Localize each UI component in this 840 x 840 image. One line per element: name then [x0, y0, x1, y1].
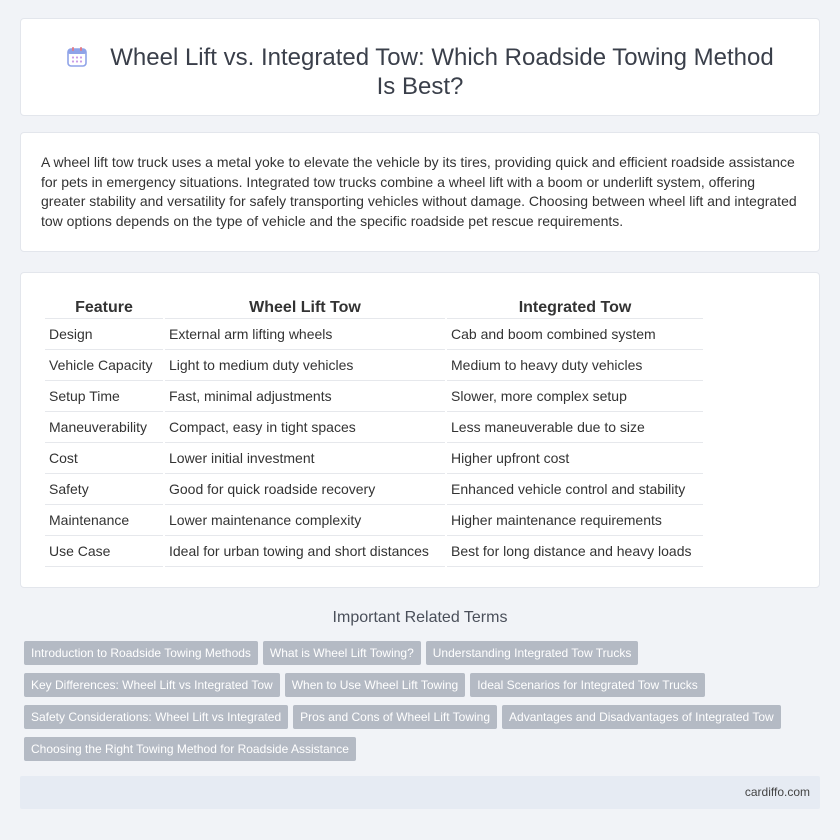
- related-term-tag[interactable]: Choosing the Right Towing Method for Roadside Assistance: [24, 737, 356, 761]
- wheel-lift-cell: Ideal for urban towing and short distances: [165, 536, 445, 567]
- table-row: [45, 536, 703, 567]
- header-integrated: Integrated Tow: [447, 295, 703, 319]
- related-term-tag[interactable]: Ideal Scenarios for Integrated Tow Trucks: [470, 673, 705, 697]
- table-row: [45, 319, 703, 350]
- integrated-cell: Less maneuverable due to size: [447, 412, 703, 443]
- feature-cell: Use Case: [45, 536, 163, 567]
- table-row: [45, 350, 703, 381]
- comparison-card: [20, 272, 820, 588]
- header-feature: Feature: [45, 295, 163, 319]
- related-term-tag[interactable]: Pros and Cons of Wheel Lift Towing: [293, 705, 497, 729]
- intro-card: [20, 132, 820, 252]
- table-row: [45, 381, 703, 412]
- feature-cell: Vehicle Capacity: [45, 350, 163, 381]
- wheel-lift-cell: Lower initial investment: [165, 443, 445, 474]
- table-row: [45, 443, 703, 474]
- table-row: [45, 412, 703, 443]
- wheel-lift-cell: Good for quick roadside recovery: [165, 474, 445, 505]
- table-row: [45, 505, 703, 536]
- related-term-tag[interactable]: Introduction to Roadside Towing Methods: [24, 641, 258, 665]
- integrated-cell: Slower, more complex setup: [447, 381, 703, 412]
- related-terms-title: Important Related Terms: [332, 609, 508, 626]
- table-row: [45, 474, 703, 505]
- intro-paragraph: A wheel lift tow truck uses a metal yoke to elevate the vehicle by its tires, providing quick and efficient roadside assistance for pets in emergency situations. Integrated tow trucks combine a wheel lift with a boom or underlift system, offering greater stability and versatility for safely transporting vehicles without damage. Choosing between wheel lift and integrated tow options depends on the type of vehicle and the specific roadside pet rescue requirements.: [41, 154, 797, 229]
- feature-cell: Maintenance: [45, 505, 163, 536]
- feature-cell: Setup Time: [45, 381, 163, 412]
- related-term-tag[interactable]: When to Use Wheel Lift Towing: [285, 673, 466, 697]
- related-term-tag[interactable]: Safety Considerations: Wheel Lift vs Integrated: [24, 705, 288, 729]
- wheel-lift-cell: Compact, easy in tight spaces: [165, 412, 445, 443]
- calendar-icon: [66, 46, 88, 68]
- integrated-cell: Medium to heavy duty vehicles: [447, 350, 703, 381]
- integrated-cell: Cab and boom combined system: [447, 319, 703, 350]
- comparison-table: [43, 295, 705, 567]
- integrated-cell: Higher maintenance requirements: [447, 505, 703, 536]
- related-term-tag[interactable]: Advantages and Disadvantages of Integrated Tow: [502, 705, 781, 729]
- integrated-cell: Higher upfront cost: [447, 443, 703, 474]
- wheel-lift-cell: External arm lifting wheels: [165, 319, 445, 350]
- page-title-text: Wheel Lift vs. Integrated Tow: Which Roadside Towing Method Is Best?: [110, 44, 774, 100]
- feature-cell: Cost: [45, 443, 163, 474]
- related-term-tag[interactable]: What is Wheel Lift Towing?: [263, 641, 421, 665]
- footer-site-link[interactable]: cardiffo.com: [744, 785, 810, 799]
- footer: [20, 776, 820, 809]
- page-title: [61, 43, 779, 101]
- feature-cell: Design: [45, 319, 163, 350]
- wheel-lift-cell: Fast, minimal adjustments: [165, 381, 445, 412]
- wheel-lift-cell: Light to medium duty vehicles: [165, 350, 445, 381]
- feature-cell: Maneuverability: [45, 412, 163, 443]
- header-wheel-lift: Wheel Lift Tow: [165, 295, 445, 319]
- integrated-cell: Best for long distance and heavy loads: [447, 536, 703, 567]
- related-term-tag[interactable]: Key Differences: Wheel Lift vs Integrated Tow: [24, 673, 280, 697]
- header-card: [20, 18, 820, 116]
- integrated-cell: Enhanced vehicle control and stability: [447, 474, 703, 505]
- related-terms-list: [24, 641, 804, 769]
- wheel-lift-cell: Lower maintenance complexity: [165, 505, 445, 536]
- related-term-tag[interactable]: Understanding Integrated Tow Trucks: [426, 641, 639, 665]
- feature-cell: Safety: [45, 474, 163, 505]
- table-header-row: [45, 295, 703, 319]
